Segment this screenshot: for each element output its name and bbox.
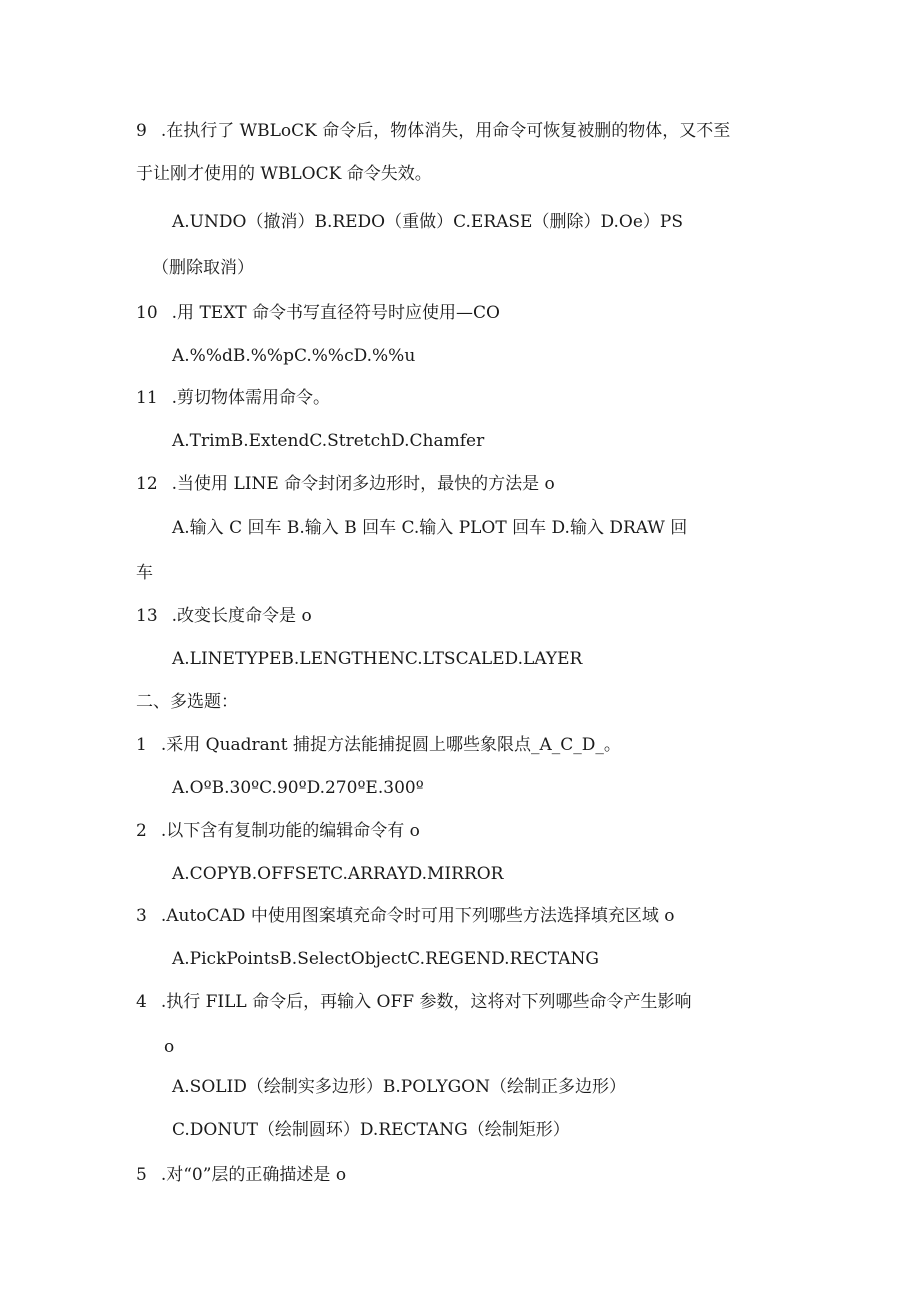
question-number: 2 — [136, 821, 147, 841]
question-11-options — [172, 430, 484, 452]
multi-question-2 — [136, 820, 420, 842]
options-text-continued: 车 — [136, 563, 153, 583]
options-text: A.COPYB.OFFSETC.ARRAYD.MIRROR — [172, 864, 504, 884]
question-text: .以下含有复制功能的编辑命令有 o — [160, 821, 420, 841]
question-text: .对“0”层的正确描述是 o — [160, 1165, 347, 1185]
multi-question-3 — [136, 905, 674, 927]
question-number: 5 — [136, 1165, 147, 1185]
options-text-continued: C.DONUT（绘制圆环）D.RECTANG（绘制矩形） — [172, 1120, 570, 1140]
question-text: .改变长度命令是 o — [171, 606, 312, 626]
question-11 — [136, 387, 330, 409]
options-text-continued: （删除取消） — [152, 258, 254, 278]
question-text: .在执行了 WBLoCK 命令后，物体消失，用命令可恢复被删的物体，又不至 — [160, 121, 731, 141]
options-text: A.OºB.30ºC.90ºD.270ºE.300º — [172, 778, 424, 798]
question-9 — [136, 120, 730, 142]
question-13 — [136, 605, 312, 627]
question-text-continued: o — [164, 1037, 175, 1057]
multi-question-1-options — [172, 777, 424, 799]
question-text: .用 TEXT 命令书写直径符号时应使用—CO — [171, 303, 500, 323]
question-13-options — [172, 648, 582, 670]
question-number: 11 — [136, 388, 158, 408]
question-text: .采用 Quadrant 捕捉方法能捕捉圆上哪些象限点_A_C_D_。 — [160, 735, 621, 755]
question-number: 3 — [136, 906, 147, 926]
multi-question-4-options-continued — [172, 1119, 570, 1141]
question-9-continued — [136, 163, 432, 185]
question-10 — [136, 302, 500, 324]
multi-question-4-continued — [164, 1036, 174, 1058]
question-number: 9 — [136, 121, 147, 141]
question-12-options-continued — [136, 562, 153, 584]
multi-question-5 — [136, 1164, 346, 1186]
multi-question-3-options — [172, 948, 599, 970]
options-text: A.%%dB.%%pC.%%cD.%%u — [172, 346, 416, 366]
options-text: A.输入 C 回车 B.输入 B 回车 C.输入 PLOT 回车 D.输入 DRAW 回 — [172, 518, 688, 538]
question-number: 1 — [136, 735, 147, 755]
question-12 — [136, 473, 555, 495]
multi-question-4-options — [172, 1076, 626, 1098]
question-9-options-continued — [152, 257, 254, 279]
question-12-options — [172, 517, 687, 539]
section-heading-text: 二、多选题： — [136, 692, 238, 712]
question-text: .执行 FILL 命令后，再输入 OFF 参数，这将对下列哪些命令产生影响 — [160, 992, 692, 1012]
options-text: A.PickPointsB.SelectObjectC.REGEND.RECTANG — [172, 949, 599, 969]
question-text-continued: 于让刚才使用的 WBLOCK 命令失效。 — [136, 164, 432, 184]
question-text: .剪切物体需用命令。 — [171, 388, 331, 408]
options-text: A.TrimB.ExtendC.StretchD.Chamfer — [172, 431, 485, 451]
multi-question-4 — [136, 991, 691, 1013]
question-number: 13 — [136, 606, 158, 626]
question-9-options — [172, 211, 683, 233]
options-text: A.SOLID（绘制实多边形）B.POLYGON（绘制正多边形） — [172, 1077, 626, 1097]
question-10-options — [172, 345, 415, 367]
options-text: A.LINETYPEB.LENGTHENC.LTSCALED.LAYER — [172, 649, 583, 669]
question-text: .AutoCAD 中使用图案填充命令时可用下列哪些方法选择填充区域 o — [160, 906, 675, 926]
question-number: 12 — [136, 474, 158, 494]
question-text: .当使用 LINE 命令封闭多边形时，最快的方法是 o — [171, 474, 555, 494]
options-text: A.UNDO（撤消）B.REDO（重做）C.ERASE（删除）D.Oe）PS — [172, 212, 683, 232]
question-number: 4 — [136, 992, 147, 1012]
multi-question-1 — [136, 734, 621, 756]
multi-question-2-options — [172, 863, 503, 885]
question-number: 10 — [136, 303, 158, 323]
section-heading — [136, 691, 238, 713]
